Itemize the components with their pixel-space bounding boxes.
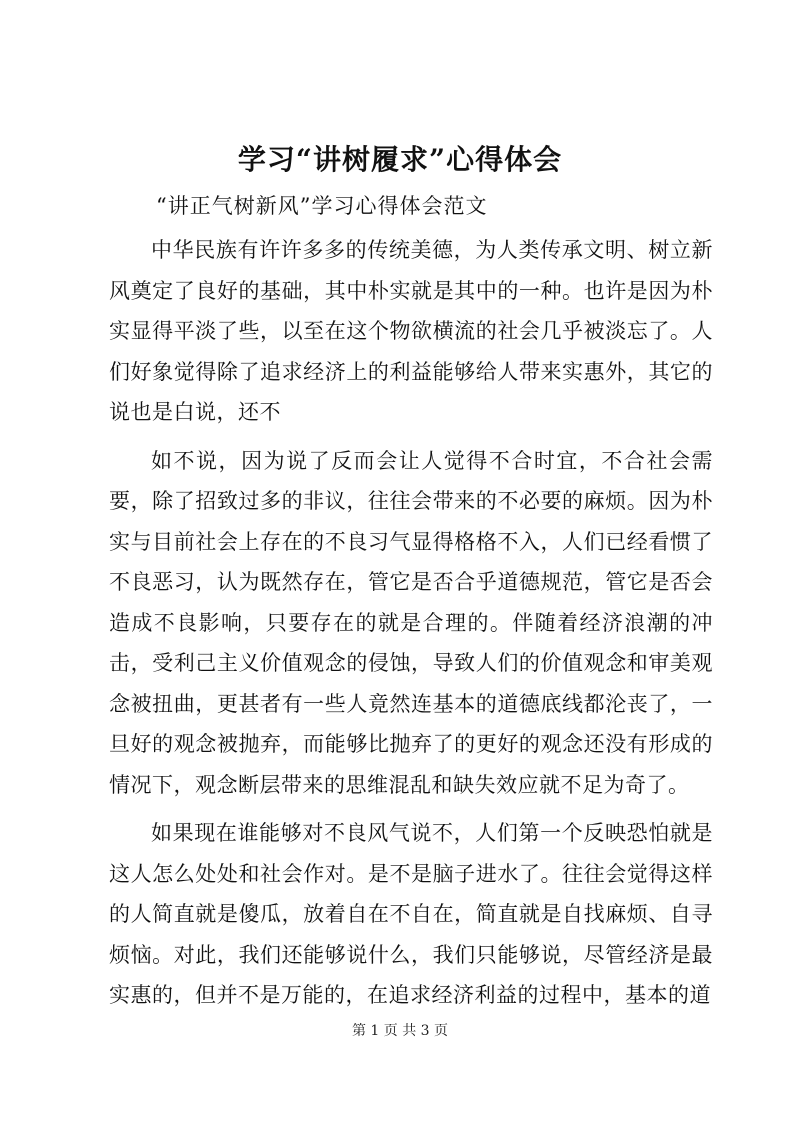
document-body [109,230,713,1016]
paragraph-3: 如果现在谁能够对不良风气说不，人们第一个反映恐怕就是这人怎么处处和社会作对。是不是脑子进水了。往往会觉得这样的人简直就是傻瓜，放着自在不自在，简直就是自找麻烦、自寻烦恼。对此，我们还能够说什么，我们只能够说，尽管经济是最实惠的，但并不是万能的，在追求经济利益的过程中，基本的道 [109,821,713,1007]
document-subtitle: “讲正气树新风”学习心得体会范文 [156,194,488,218]
page-footer: 第 1 页 共 3 页 [351,1023,449,1039]
paragraph-1: 中华民族有许许多多的传统美德，为人类传承文明、树立新风奠定了良好的基础，其中朴实就是其中的一种。也许是因为朴实显得平淡了些，以至在这个物欲横流的社会几乎被淡忘了。人们好象觉得除了追求经济上的利益能够给人带来实惠外，其它的说也是白说，还不 [109,238,713,424]
document-title: 学习“讲树履求”心得体会 [237,143,563,176]
paragraph-2: 如不说，因为说了反而会让人觉得不合时宜，不合社会需要，除了招致过多的非议，往往会带来的不必要的麻烦。因为朴实与目前社会上存在的不良习气显得格格不入，人们已经看惯了不良恶习，认为既然存在，管它是否合乎道德规范，管它是否会造成不良影响，只要存在的就是合理的。伴随着经济浪潮的冲击，受利己主义价值观念的侵蚀，导致人们的价值观念和审美观念被扭曲，更甚者有一些人竟然连基本的道德底线都沦丧了，一旦好的观念被抛弃，而能够比抛弃了的更好的观念还没有形成的情况下，观念断层带来的思维混乱和缺失效应就不足为奇了。 [109,448,713,797]
